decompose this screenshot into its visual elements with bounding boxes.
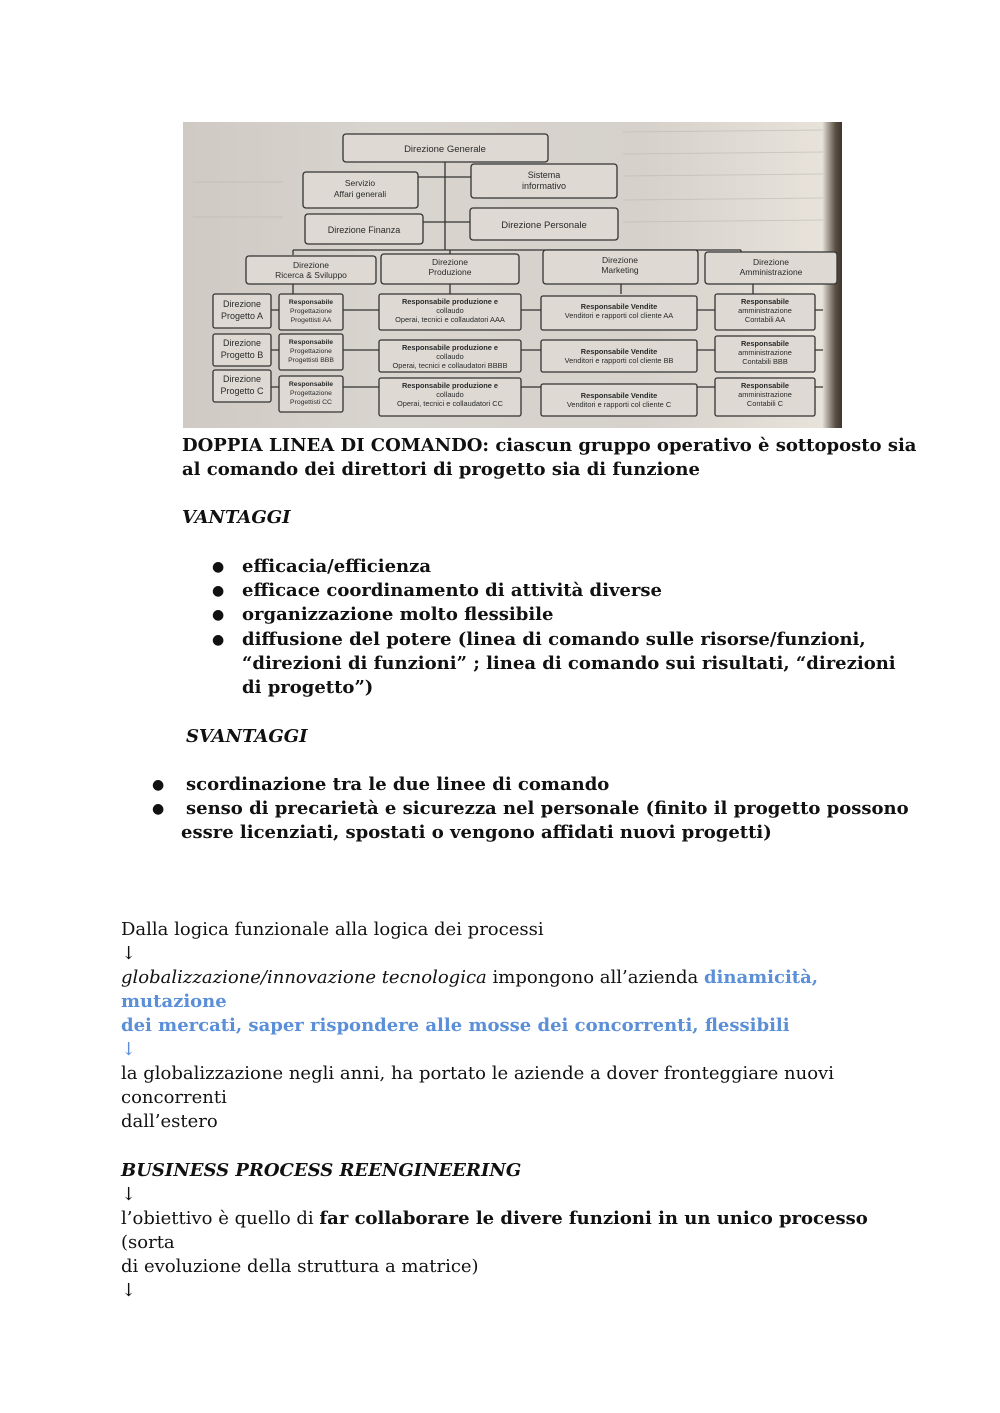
cell-label: Responsabile <box>740 297 790 306</box>
blue-down-arrow-icon: ↓ <box>121 1039 137 1060</box>
down-arrow-icon: ↓ <box>121 943 137 964</box>
cell-label: Responsabile Vendite <box>580 302 658 311</box>
project-box-label: Direzione <box>222 374 262 384</box>
bullet-icon: ● <box>212 559 225 575</box>
cell-label: Progettisti BBB <box>288 357 334 364</box>
cell-label: Progettazione <box>290 308 332 315</box>
paragraph-line: dall’estero <box>121 1111 218 1132</box>
cell-label: Venditori e rapporti col cliente BB <box>564 356 674 365</box>
cell-label: Progettisti CC <box>290 399 332 406</box>
cell-label: Responsabile produzione e <box>401 297 499 306</box>
bold-phrase: far collaborare le divere funzioni in un unico processo <box>319 1208 868 1229</box>
cell-label: Responsabile Vendite <box>580 347 658 356</box>
bullet-icon: ● <box>212 632 225 648</box>
project-box-label: Progetto A <box>220 311 264 321</box>
cell-label: Responsabile Vendite <box>580 391 658 400</box>
paragraph-line: di evoluzione della struttura a matrice) <box>121 1256 479 1277</box>
italic-phrase: globalizzazione/innovazione tecnologica <box>121 967 487 988</box>
box-label: Direzione Generale <box>404 144 486 155</box>
list-item: efficace coordinamento di attività diverse <box>242 580 662 601</box>
function-box-label: Marketing <box>601 265 639 275</box>
cell-label: amministrazione <box>738 390 792 399</box>
cell-label: Contabili AA <box>744 315 786 324</box>
cell-label: collaudo <box>436 352 464 361</box>
text-span: impongono all’azienda <box>486 967 704 988</box>
project-box-label: Direzione <box>222 299 262 309</box>
cell-label: amministrazione <box>738 348 792 357</box>
list-item: scordinazione tra le due linee di comando <box>186 774 610 795</box>
cell-label: Contabili BBB <box>742 357 788 366</box>
caption <box>182 434 942 482</box>
cell-label: Responsabile <box>740 339 790 348</box>
section-title: BUSINESS PROCESS REENGINEERING <box>121 1160 522 1181</box>
bpr-paragraph <box>121 1207 881 1255</box>
text-span: (sorta <box>121 1232 175 1253</box>
box-label: Direzione Personale <box>501 220 587 231</box>
list-item-line: “direzioni di funzioni” ; linea di comando sui risultati, “direzioni <box>242 653 896 674</box>
down-arrow-icon: ↓ <box>121 1184 137 1205</box>
processi-section <box>121 918 881 1134</box>
cell-label: Progettazione <box>290 390 332 397</box>
cell-label: Responsabile produzione e <box>401 381 499 390</box>
cell-label: Operai, tecnici e collaudatori AAA <box>395 315 505 324</box>
bullet-icon: ● <box>152 777 165 793</box>
box-label: Sistema <box>527 170 561 180</box>
box-label: Direzione Finanza <box>327 225 401 235</box>
cell-label: Operai, tecnici e collaudatori CC <box>397 399 503 408</box>
box-label: informativo <box>521 181 567 191</box>
bpr-section <box>121 1159 881 1303</box>
function-box-label: Direzione <box>432 257 468 267</box>
function-box-label: Direzione <box>293 260 329 270</box>
cell-label: Progettisti AA <box>290 317 332 324</box>
highlight-text: dinamicità, mutazione <box>121 967 819 1012</box>
bullet-icon: ● <box>212 607 225 623</box>
project-box-label: Direzione <box>222 338 262 348</box>
caption-line-1: DOPPIA LINEA DI COMANDO: ciascun gruppo operativo è sottoposto sia <box>182 435 917 456</box>
list-item-continuation: essre licenziati, spostati o vengono affidati nuovi progetti) <box>181 822 772 843</box>
org-chart-photo <box>183 122 842 428</box>
cell-label: Responsabile produzione e <box>401 343 499 352</box>
bullet-icon: ● <box>152 801 165 817</box>
svantaggi-heading: SVANTAGGI <box>186 726 308 747</box>
section-title: Dalla logica funzionale alla logica dei processi <box>121 919 544 940</box>
paragraph-line: la globalizzazione negli anni, ha portato le aziende a dover fronteggiare nuovi concorrenti <box>121 1063 834 1108</box>
vantaggi-heading: VANTAGGI <box>182 507 291 528</box>
cell-label: collaudo <box>436 306 464 315</box>
list-item: senso di precarietà e sicurezza nel personale (finito il progetto possono <box>186 798 909 819</box>
processi-paragraph <box>121 966 881 1014</box>
cell-label: Contabili C <box>746 399 784 408</box>
cell-label: Responsabile <box>288 299 334 306</box>
cell-label: Responsabile <box>288 381 334 388</box>
bullet-icon: ● <box>212 583 225 599</box>
cell-label: collaudo <box>436 390 464 399</box>
org-chart-diagram <box>183 122 842 428</box>
cell-label: Responsabile <box>288 339 334 346</box>
highlight-text-line: dei mercati, saper rispondere alle mosse dei concorrenti, flessibili <box>121 1015 790 1036</box>
down-arrow-icon: ↓ <box>121 1280 137 1301</box>
text-span: l’obiettivo è quello di <box>121 1208 320 1229</box>
function-box-label: Ricerca & Sviluppo <box>275 270 347 280</box>
function-box-label: Produzione <box>428 267 472 277</box>
function-box-label: Direzione <box>602 255 638 265</box>
function-box-label: Direzione <box>753 257 789 267</box>
list-item: efficacia/efficienza <box>242 556 432 577</box>
list-item-line: di progetto”) <box>242 677 374 698</box>
cell-label: Progettazione <box>290 348 332 355</box>
cell-label: Responsabile <box>740 381 790 390</box>
project-box-label: Progetto C <box>220 386 264 396</box>
cell-label: Operai, tecnici e collaudatori BBBB <box>392 361 508 370</box>
list-item-line: diffusione del potere (linea di comando sulle risorse/funzioni, <box>242 629 866 650</box>
list-item: organizzazione molto flessibile <box>242 604 554 625</box>
list-item <box>242 628 922 700</box>
function-box-label: Amministrazione <box>739 267 803 277</box>
cell-label: amministrazione <box>738 306 792 315</box>
box-label: Affari generali <box>333 189 387 199</box>
cell-label: Venditori e rapporti col cliente C <box>566 400 672 409</box>
project-box-label: Progetto B <box>220 350 264 360</box>
box-label: Servizio <box>344 178 376 188</box>
cell-label: Venditori e rapporti col cliente AA <box>564 311 674 320</box>
caption-line-2: al comando dei direttori di progetto sia di funzione <box>182 459 700 480</box>
